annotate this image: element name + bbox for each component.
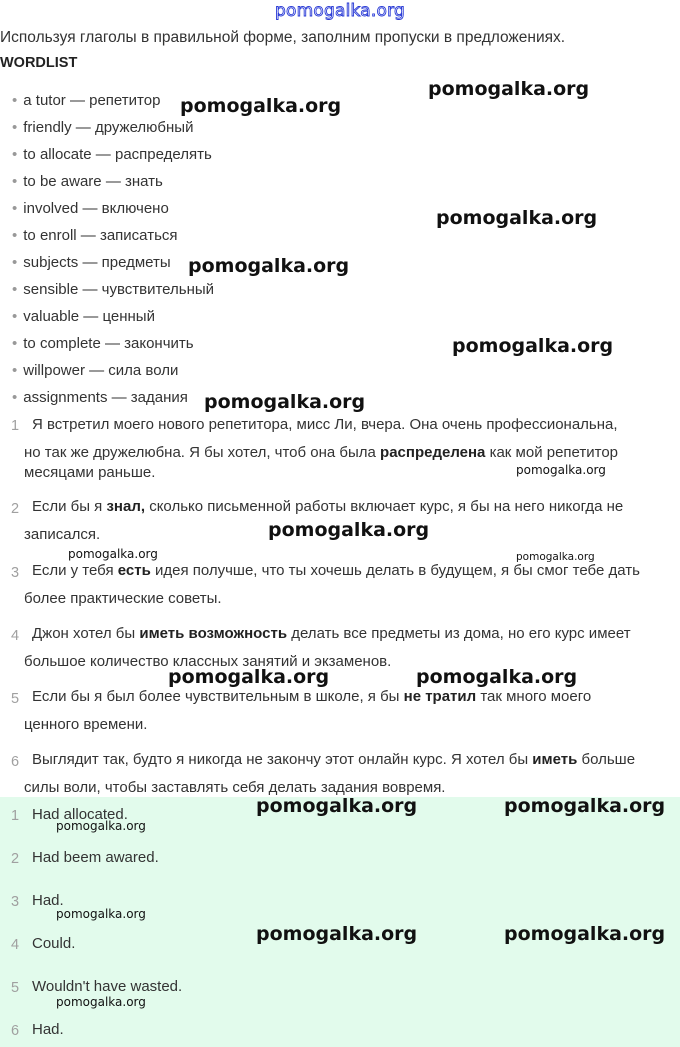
sentence-number: 2 — [11, 501, 20, 517]
wordlist-item: • sensible — чувствительный — [12, 281, 215, 298]
sentence-line: месяцами раньше. — [24, 464, 156, 481]
answer-number: 3 — [11, 894, 20, 910]
sentence-line: записался. — [24, 526, 101, 543]
bullet-icon: • — [12, 173, 18, 190]
bullet-icon: • — [12, 254, 18, 271]
sentence-number: 4 — [11, 628, 20, 644]
watermark: pomogalka.org — [256, 923, 418, 945]
bullet-icon: • — [12, 200, 18, 217]
bullet-icon: • — [12, 227, 18, 244]
watermark: pomogalka.org — [268, 519, 430, 541]
answer-number: 1 — [11, 808, 20, 824]
answer-number: 5 — [11, 980, 20, 996]
wordlist-item: • subjects — предметы — [12, 254, 171, 271]
sentence-line: Если бы я знал, сколько письменной работы включает курс, я бы на него никогда не — [32, 498, 624, 515]
filled-verb: не тратил — [403, 688, 477, 705]
sentence-line: Я встретил моего нового репетитора, мисс Ли, вчера. Она очень профессиональна, — [32, 416, 618, 433]
sentence-number: 6 — [11, 754, 20, 770]
filled-verb: знал, — [106, 498, 146, 515]
watermark: pomogalka.org — [56, 907, 146, 921]
sentence-number: 1 — [11, 418, 20, 434]
bullet-icon: • — [12, 281, 18, 298]
answers-panel — [0, 797, 680, 1047]
wordlist-item: • to enroll — записаться — [12, 227, 178, 244]
wordlist-item: • valuable — ценный — [12, 308, 155, 325]
answer-text: Had. — [32, 892, 64, 909]
filled-verb: иметь — [532, 751, 578, 768]
watermark: pomogalka.org — [56, 819, 146, 833]
watermark: pomogalka.org — [436, 207, 598, 229]
watermark: pomogalka.org — [204, 391, 366, 413]
bullet-icon: • — [12, 362, 18, 379]
watermark: pomogalka.org — [180, 95, 342, 117]
wordlist-item: • to complete — закончить — [12, 335, 194, 352]
sentence-line: Выглядит так, будто я никогда не закончу этот онлайн курс. Я хотел бы иметь больше — [32, 751, 636, 768]
watermark: pomogalka.org — [516, 463, 606, 477]
watermark: pomogalka.org — [168, 666, 330, 688]
sentence-line: более практические советы. — [24, 590, 222, 607]
answer-number: 2 — [11, 851, 20, 867]
wordlist-title: WORDLIST — [0, 55, 78, 71]
watermark: pomogalka.org — [56, 995, 146, 1009]
watermark: pomogalka.org — [256, 795, 418, 817]
sentence-number: 3 — [11, 565, 20, 581]
wordlist-item: • involved — включено — [12, 200, 169, 217]
answer-text: Could. — [32, 935, 76, 952]
bullet-icon: • — [12, 92, 18, 109]
answer-text: Had. — [32, 1021, 64, 1038]
watermark: pomogalka.org — [516, 551, 595, 563]
sentence-number: 5 — [11, 691, 20, 707]
bullet-icon: • — [12, 119, 18, 136]
sentence-line: большое количество классных занятий и экзаменов. — [24, 653, 392, 670]
site-logo[interactable]: pomogalka.org — [275, 1, 405, 21]
bullet-icon: • — [12, 308, 18, 325]
bullet-icon: • — [12, 389, 18, 406]
wordlist-item: • assignments — задания — [12, 389, 188, 406]
answer-text: Had allocated. — [32, 806, 128, 823]
bullet-icon: • — [12, 146, 18, 163]
wordlist-item: • a tutor — репетитор — [12, 92, 161, 109]
intro-text: Используя глаголы в правильной форме, заполним пропуски в предложениях. — [0, 29, 566, 46]
watermark: pomogalka.org — [416, 666, 578, 688]
bullet-icon: • — [12, 335, 18, 352]
sentence-line: ценного времени. — [24, 716, 148, 733]
answer-text: Wouldn't have wasted. — [32, 978, 183, 995]
sentence-line: Если у тебя есть идея получше, что ты хочешь делать в будущем, я бы смог тебе дать — [32, 562, 640, 579]
wordlist-item: • to be aware — знать — [12, 173, 163, 190]
filled-verb: есть — [117, 562, 151, 579]
watermark: pomogalka.org — [504, 795, 666, 817]
wordlist-item: • willpower — сила воли — [12, 362, 179, 379]
answer-text: Had beem awared. — [32, 849, 159, 866]
watermark: pomogalka.org — [68, 547, 158, 561]
wordlist-item: • friendly — дружелюбный — [12, 119, 194, 136]
watermark: pomogalka.org — [428, 78, 590, 100]
watermark: pomogalka.org — [504, 923, 666, 945]
sentence-line: силы воли, чтобы заставлять себя делать задания вовремя. — [24, 779, 446, 796]
filled-verb: распределена — [380, 444, 486, 461]
answer-number: 6 — [11, 1023, 20, 1039]
wordlist-item: • to allocate — распределять — [12, 146, 212, 163]
sentence-line: Джон хотел бы иметь возможность делать все предметы из дома, но его курс имеет — [32, 625, 631, 642]
sentence-line: но так же дружелюбна. Я бы хотел, чтоб она была распределена как мой репетитор — [24, 444, 619, 461]
answer-number: 4 — [11, 937, 20, 953]
watermark: pomogalka.org — [188, 255, 350, 277]
sentence-line: Если бы я был более чувствительным в школе, я бы не тратил так много моего — [32, 688, 592, 705]
filled-verb: иметь возможность — [139, 625, 288, 642]
watermark: pomogalka.org — [452, 335, 614, 357]
